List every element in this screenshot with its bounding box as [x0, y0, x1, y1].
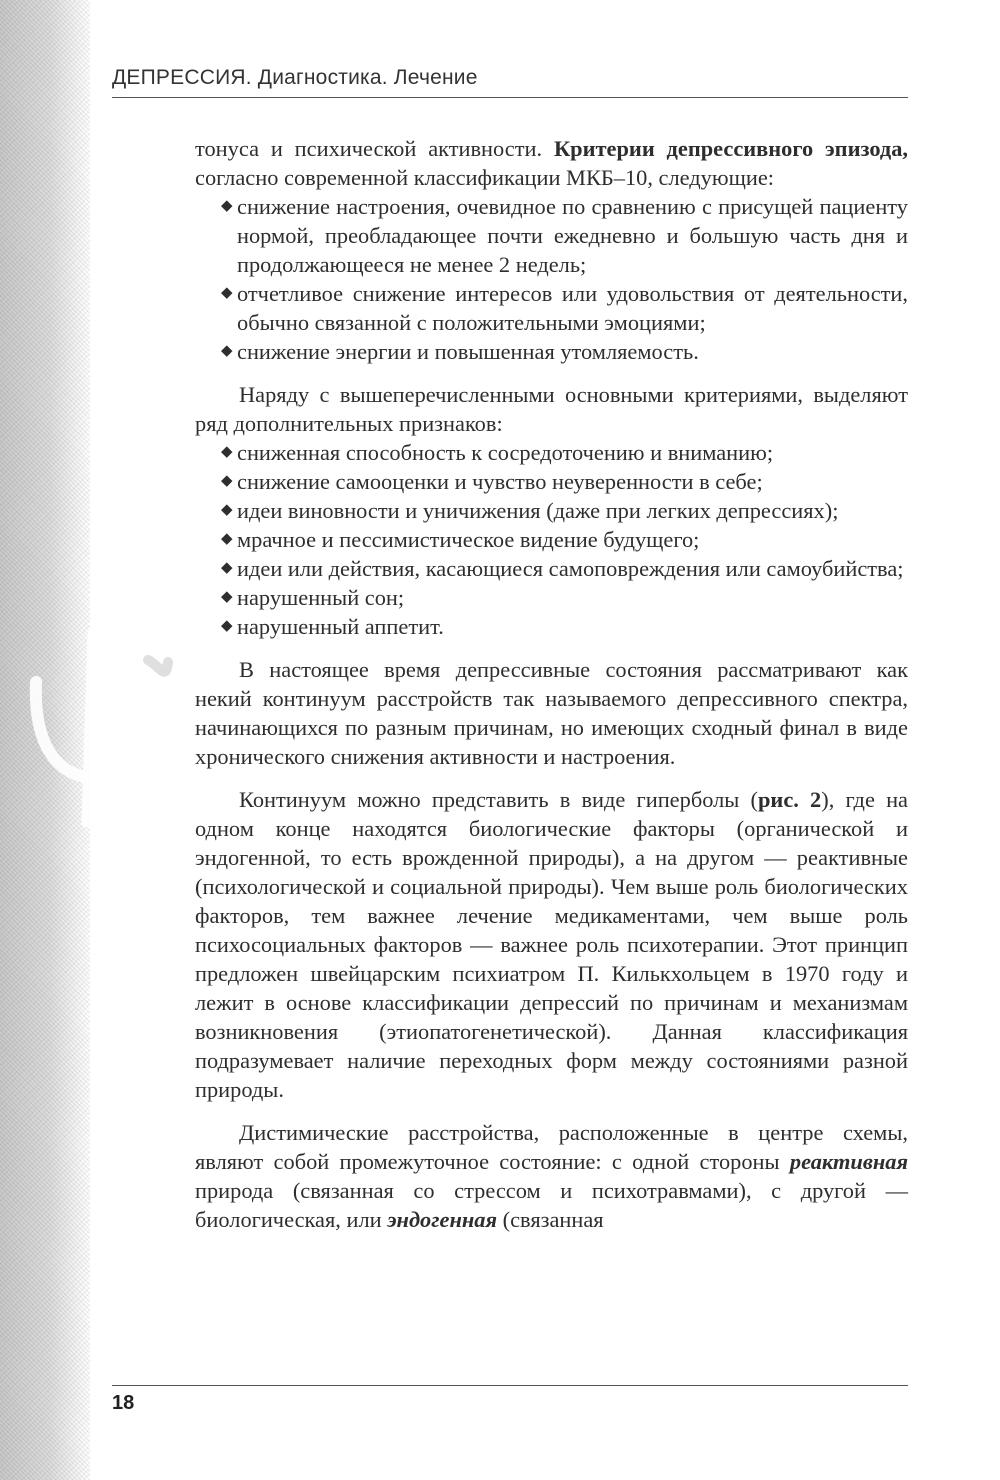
- term-reactive: реактивная: [789, 1149, 908, 1174]
- bullet-icon: ◆: [221, 618, 233, 634]
- list-item: [195, 525, 908, 554]
- p5-text-3: (связанная: [497, 1207, 604, 1232]
- p1-bold-term: Критерии депрессивного эпизода,: [553, 136, 908, 161]
- p4-text-1: Континуум можно представить в виде гиперболы (: [239, 787, 758, 812]
- list-item: [195, 337, 908, 366]
- running-head: ДЕПРЕССИЯ. Диагностика. Лечение: [112, 66, 478, 89]
- p5-text-2: природа (связанная со стрессом и психотравмами), с другой — биологическая, или: [195, 1178, 908, 1232]
- list-item: [195, 279, 908, 337]
- paragraph-5: [195, 1118, 908, 1234]
- bullet-icon: ◆: [221, 444, 233, 460]
- paragraph-4: [195, 785, 908, 1104]
- bullet-icon: ◆: [221, 502, 233, 518]
- list-item-text: идеи или действия, касающиеся самоповреждения или самоубийства;: [237, 556, 904, 581]
- page-body: [195, 134, 908, 1234]
- bullet-icon: ◆: [221, 285, 233, 301]
- list-item: [195, 612, 908, 641]
- term-endogenous: эндогенная: [387, 1207, 498, 1232]
- p4-text-2: ), где на одном конце находятся биологические факторы (органической и эндогенной, то есть врожденной природы), а на другом — реактивные (психологической и социальной природы). Чем выше роль биологических факторов, тем важнее лечение медикаментами, чем выше роль психосоциальных факторов — важнее роль психотерапии. Этот принцип предложен швейцарским психиатром П. Килькхольцем в 1970 году и лежит в основе классификации депрессий по причинам и механизмам возникновения (этиопатогенетической). Данная классификация подразумевает наличие переходных форм между состояниями разной природы.: [195, 787, 908, 1102]
- p5-text-1: Дистимические расстройства, расположенные в центре схемы, являют собой промежуточное состояние: с одной стороны: [195, 1120, 908, 1174]
- psi-symbol-icon: [8, 622, 183, 827]
- p1-text-1: тонуса и психической активности.: [195, 136, 554, 161]
- list-item-text: идеи виновности и уничижения (даже при легких депрессиях);: [237, 498, 839, 523]
- list-item-text: отчетливое снижение интересов или удовольствия от деятельности, обычно связанной с положительными эмоциями;: [237, 281, 908, 335]
- list-item: [195, 496, 908, 525]
- list-item: [195, 554, 908, 583]
- footer-rule: [112, 1385, 908, 1386]
- list-item-text: снижение настроения, очевидное по сравнению с присущей пациенту нормой, преобладающее почти ежедневно и большую часть дня и продолжающееся не менее 2 недель;: [237, 194, 908, 277]
- list-item-text: мрачное и пессимистическое видение будущего;: [237, 527, 700, 552]
- list-item-text: снижение самооценки и чувство неуверенности в себе;: [237, 469, 763, 494]
- list-item: [195, 583, 908, 612]
- paragraph-2: Наряду с вышеперечисленными основными критериями, выделяют ряд дополнительных признаков:: [195, 382, 908, 436]
- list-item-text: нарушенный сон;: [237, 585, 405, 610]
- bullet-icon: ◆: [221, 560, 233, 576]
- bullet-icon: ◆: [221, 473, 233, 489]
- bullet-icon: ◆: [221, 198, 233, 214]
- page-number: 18: [112, 1392, 135, 1414]
- list-item: [195, 192, 908, 279]
- paragraph-1: [195, 134, 908, 192]
- bullet-icon: ◆: [221, 531, 233, 547]
- list-item: [195, 438, 908, 467]
- p1-text-2: согласно современной классификации МКБ–10, следующие:: [195, 165, 774, 190]
- list-item: [195, 467, 908, 496]
- main-criteria-list: [195, 192, 908, 366]
- bullet-icon: ◆: [221, 589, 233, 605]
- list-item-text: снижение энергии и повышенная утомляемость.: [237, 339, 699, 364]
- list-item-text: нарушенный аппетит.: [237, 614, 444, 639]
- paragraph-3: В настоящее время депрессивные состояния рассматривают как некий континуум расстройств так называемого депрессивного спектра, начинающихся по разным причинам, но имеющих сходный финал в виде хронического снижения активности и настроения.: [195, 657, 908, 769]
- figure-reference: рис. 2: [757, 787, 822, 812]
- additional-signs-list: [195, 438, 908, 641]
- header-rule: [112, 97, 908, 98]
- list-item-text: сниженная способность к сосредоточению и вниманию;: [237, 440, 774, 465]
- bullet-icon: ◆: [221, 343, 233, 359]
